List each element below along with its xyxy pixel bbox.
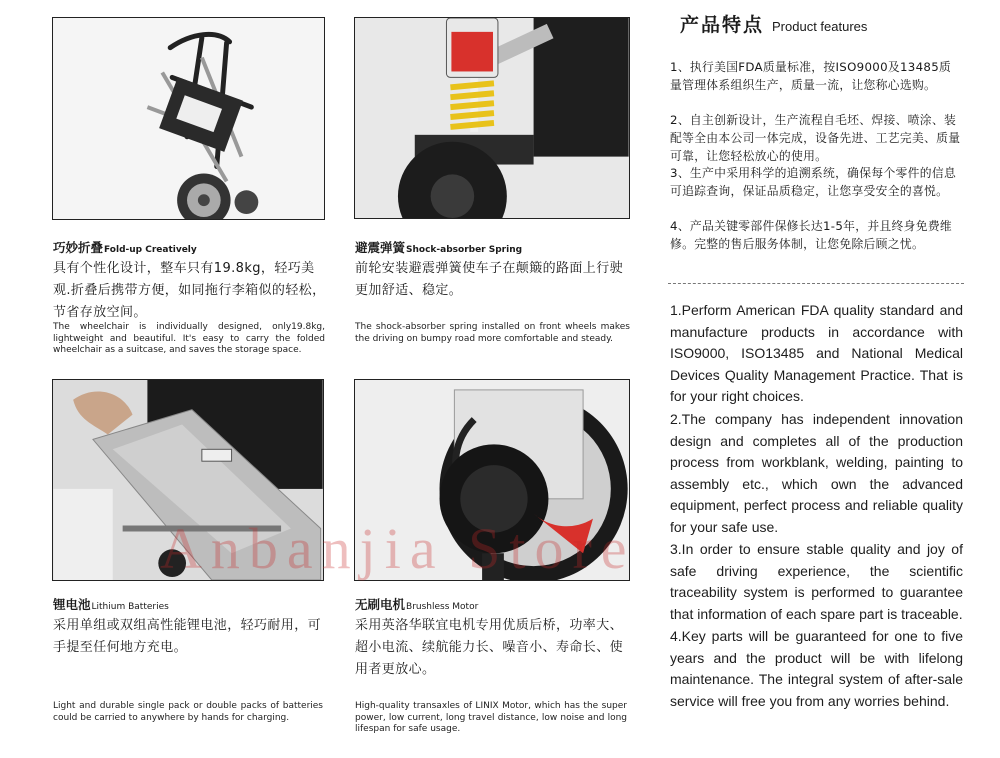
- lithium-battery-photo: [52, 379, 324, 581]
- product-feature-zh-2: 2、自主创新设计，生产流程自毛坯、焊接、喷涂、装配等全由本公司一体完成，设备先进、工艺完美、质量可靠，让您轻松放心的使用。: [670, 113, 961, 163]
- feature-body-en-lithium-batteries: Light and durable single pack or double packs of batteries could be carried to anywhere by hands for charging.: [53, 701, 323, 723]
- feature-body-en-shock-absorber: The shock-absorber spring installed on front wheels makes the driving on bumpy road more comfortable and steady.: [355, 322, 630, 344]
- folded-wheelchair-photo: [52, 17, 325, 220]
- feature-title-zh: 巧妙折叠: [53, 240, 104, 255]
- section-divider: [668, 283, 964, 284]
- feature-body-en-fold-up: The wheelchair is individually designed, only19.8kg, lightweight and beautiful. It's easy to carry the folded wheelchair as a suitcase, and saves the storage space.: [53, 322, 325, 355]
- folded-wheelchair-illustration: [53, 18, 324, 219]
- feature-title-fold-up: [53, 238, 197, 256]
- feature-title-en: Lithium Batteries: [91, 602, 169, 612]
- feature-body-zh-brushless-motor: 采用英洛华联宜电机专用优质后桥，功率大、超小电流、续航能力长、噪音小、寿命长、使用者更放心。: [355, 618, 624, 677]
- product-features-title-en: Product features: [772, 19, 868, 34]
- product-feature-zh-1: 1、执行美国FDA质量标准，按ISO9000及13485质量管理体系组织生产，质量一流，让您称心选购。: [670, 60, 952, 92]
- feature-title-shock-absorber: [355, 238, 522, 256]
- feature-title-brushless-motor: [355, 595, 478, 613]
- product-feature-zh-3: 3、生产中采用科学的追溯系统，确保每个零件的信息可追踪查询，保证品质稳定，让您享受安全的喜悦。: [670, 166, 957, 198]
- shock-absorber-spring-photo: [354, 17, 630, 219]
- product-features-title-zh: 产品特点: [680, 14, 765, 36]
- feature-title-en: Brushless Motor: [406, 602, 479, 612]
- feature-body-zh-lithium-batteries: 采用单组或双组高性能锂电池，轻巧耐用，可手提至任何地方充电。: [53, 618, 322, 655]
- feature-body-zh-shock-absorber: 前轮安装避震弹簧使车子在颠簸的路面上行驶更加舒适、稳定。: [355, 261, 624, 298]
- product-feature-en-4: 4.Key parts will be guaranteed for one to five years and the product will be with lifelong maintenance. The integral system of after-sale service will free you from any worries behind.: [670, 628, 963, 709]
- product-feature-en-2: 2.The company has independent innovation design and completes all of the production process from workblank, welding, painting to assembly etc., which own the advanced equipment, perfect process and reliable quality for your safe use.: [670, 411, 963, 535]
- shock-absorber-illustration: [355, 18, 629, 218]
- product-feature-zh-4: 4、产品关键零部件保修长达1-5年，并且终身免费维修。完整的售后服务体制，让您免除后顾之忧。: [670, 219, 953, 251]
- feature-title-en: Shock-absorber Spring: [406, 245, 523, 255]
- brushless-motor-photo: [354, 379, 630, 581]
- motor-illustration: [355, 380, 629, 580]
- feature-title-zh: 避震弹簧: [355, 240, 406, 255]
- product-features-heading: [680, 10, 867, 37]
- feature-title-zh: 无刷电机: [355, 597, 406, 612]
- feature-body-zh-fold-up: 具有个性化设计，整车只有19.8kg，轻巧美观.折叠后携带方便，如同拖行李箱似的轻松，节省存放空间。: [53, 261, 326, 320]
- feature-title-zh: 锂电池: [53, 597, 91, 612]
- feature-body-en-brushless-motor: High-quality transaxles of LINIX Motor, which has the super power, low current, long travel distance, low noise and long lifespan for safe usage.: [355, 701, 627, 734]
- feature-title-en: Fold-up Creatively: [104, 245, 197, 255]
- battery-illustration: [53, 380, 323, 580]
- product-feature-en-1: 1.Perform American FDA quality standard and manufacture products in accordance with ISO9000, ISO13485 and National Medical Devices Quality Management Practice. That is for your right choices.: [670, 302, 963, 405]
- feature-title-lithium-batteries: [53, 595, 169, 613]
- store-watermark: Anbanjia Store: [160, 516, 636, 581]
- product-feature-en-3: 3.In order to ensure stable quality and joy of safe driving experience, the scientific traceability system is performed to guarantee that information of each spare part is traceable.: [670, 541, 963, 622]
